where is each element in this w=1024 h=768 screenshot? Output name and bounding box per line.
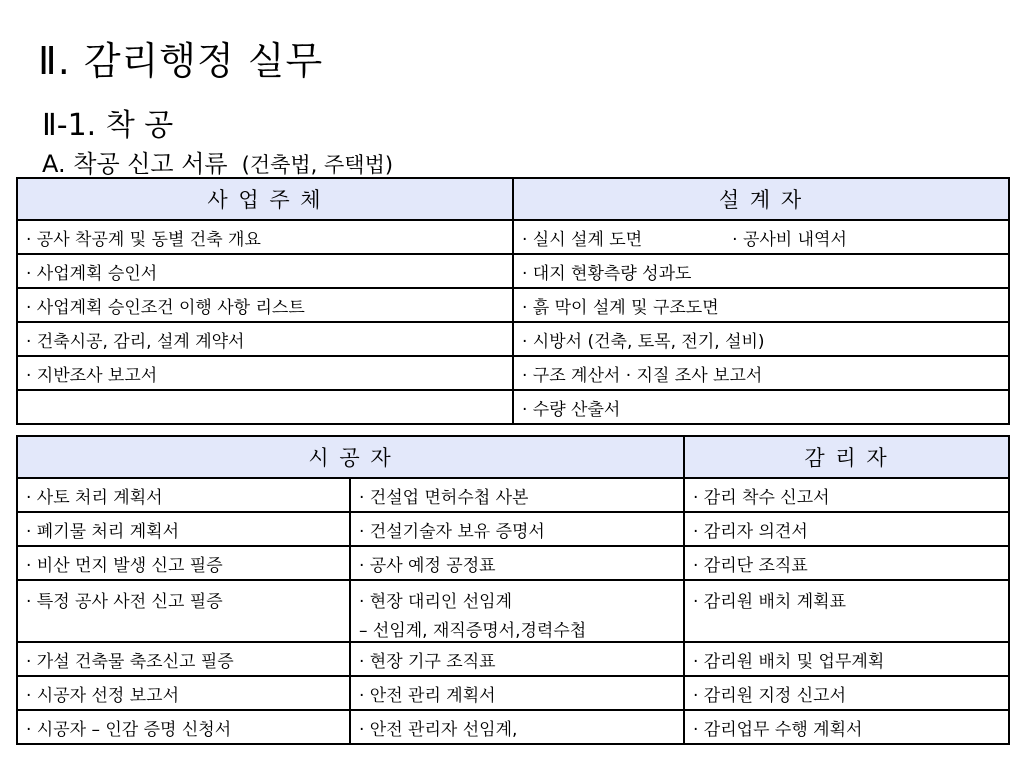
- header-contractor: 시 공 자: [17, 436, 684, 478]
- table-cell: · 감리단 조직표: [684, 546, 1009, 580]
- header-owner: 사 업 주 체: [17, 178, 513, 220]
- table-row: [17, 478, 1009, 512]
- table-row: [17, 676, 1009, 710]
- table-cell: [17, 390, 513, 424]
- table-cell: · 건설업 면허수첩 사본: [350, 478, 684, 512]
- table-row: [17, 288, 1009, 322]
- table-row: [17, 580, 1009, 642]
- table-row: [17, 254, 1009, 288]
- page-title: Ⅱ. 감리행정 실무: [38, 39, 324, 83]
- table-cell: · 대지 현황측량 성과도: [513, 254, 1009, 288]
- table-cell: · 지반조사 보고서: [17, 356, 513, 390]
- table-cell: · 가설 건축물 축조신고 필증: [17, 642, 350, 676]
- cell-text: · 실시 설계 도면: [522, 229, 643, 250]
- cell-text-continued: – 선임계, 재직증명서,경력수첩: [359, 621, 587, 641]
- header-designer: 설 계 자: [513, 178, 1009, 220]
- table-row: [17, 710, 1009, 744]
- table-cell: · 흙 막이 설계 및 구조도면: [513, 288, 1009, 322]
- table-cell: · 공사 착공계 및 동별 건축 개요: [17, 220, 513, 254]
- table-cell: [513, 220, 1009, 254]
- table-cell: · 감리자 의견서: [684, 512, 1009, 546]
- table-cell: · 구조 계산서 · 지질 조사 보고서: [513, 356, 1009, 390]
- table-cell: · 감리원 배치 계획표: [684, 580, 1009, 642]
- table-row: [17, 390, 1009, 424]
- table-row: [17, 356, 1009, 390]
- table-cell: · 현장 기구 조직표: [350, 642, 684, 676]
- cell-text: · 현장 대리인 선임계: [359, 592, 512, 612]
- cell-text: · 공사비 내역서: [732, 229, 847, 250]
- table-cell: · 감리 착수 신고서: [684, 478, 1009, 512]
- table-row: [17, 220, 1009, 254]
- table-cell: · 안전 관리자 선임계,: [350, 710, 684, 744]
- table-row: [17, 546, 1009, 580]
- subsection-note: (건축법, 주택법): [241, 153, 394, 177]
- owner-designer-table: [16, 177, 1010, 425]
- table-cell: · 시방서 (건축, 토목, 전기, 설비): [513, 322, 1009, 356]
- table-cell: · 건축시공, 감리, 설계 계약서: [17, 322, 513, 356]
- header-supervisor: 감 리 자: [684, 436, 1009, 478]
- table-cell: · 사업계획 승인조건 이행 사항 리스트: [17, 288, 513, 322]
- table-row: [17, 512, 1009, 546]
- table-cell: · 감리원 지정 신고서: [684, 676, 1009, 710]
- table-cell: · 감리업무 수행 계획서: [684, 710, 1009, 744]
- table-cell: · 사업계획 승인서: [17, 254, 513, 288]
- table-cell: · 비산 먼지 발생 신고 필증: [17, 546, 350, 580]
- table-cell: · 감리원 배치 및 업무계획: [684, 642, 1009, 676]
- subsection-label: A. 착공 신고 서류: [42, 150, 228, 178]
- table-cell: · 사토 처리 계획서: [17, 478, 350, 512]
- table-cell: [350, 580, 684, 642]
- table-cell: · 특정 공사 사전 신고 필증: [17, 580, 350, 642]
- section-title: Ⅱ-1. 착 공: [42, 108, 174, 143]
- table-cell: · 공사 예정 공정표: [350, 546, 684, 580]
- table-cell: · 폐기물 처리 계획서: [17, 512, 350, 546]
- table-cell: · 안전 관리 계획서: [350, 676, 684, 710]
- table-cell: · 시공자 선정 보고서: [17, 676, 350, 710]
- table-cell: · 시공자 – 인감 증명 신청서: [17, 710, 350, 744]
- table-cell: · 수량 산출서: [513, 390, 1009, 424]
- table-cell: · 건설기술자 보유 증명서: [350, 512, 684, 546]
- table-row: [17, 642, 1009, 676]
- table-row: [17, 322, 1009, 356]
- subsection-title: [42, 144, 393, 179]
- contractor-supervisor-table: [16, 435, 1010, 745]
